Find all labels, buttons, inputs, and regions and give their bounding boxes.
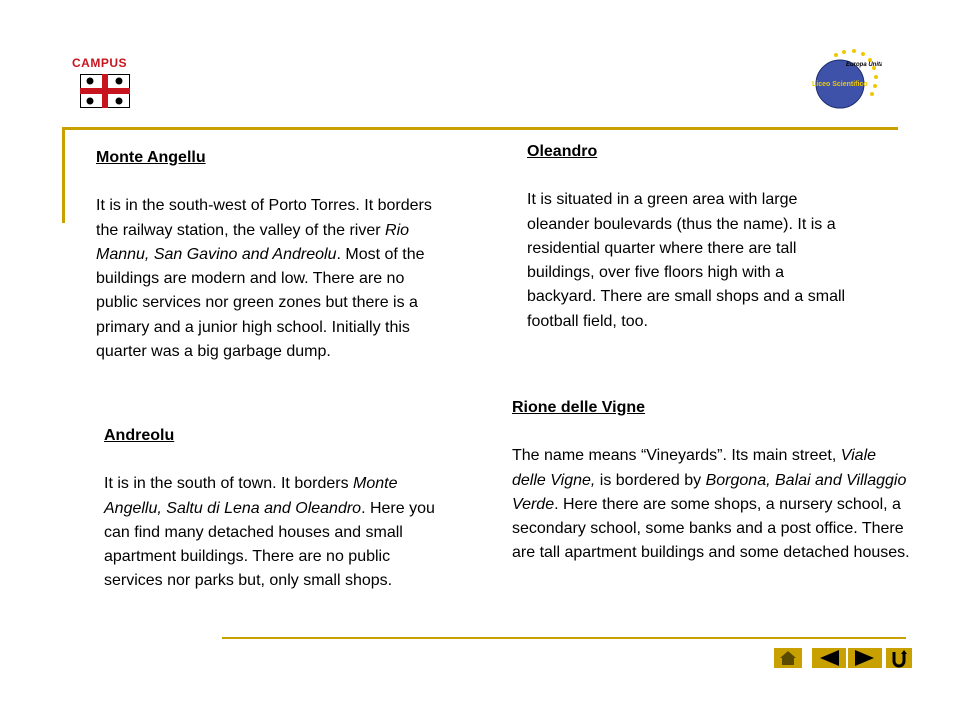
bottom-divider: [222, 637, 906, 639]
previous-button[interactable]: [812, 648, 846, 668]
section-title: Rione delle Vigne: [512, 399, 646, 416]
body-text: It is in the south-west of Porto Torres. It borders the railway station, the valley of the river: [96, 197, 432, 239]
body-text-end: . Here you can find many detached houses and small apartment buildings. There are no public services nor parks but, only small shops.: [104, 499, 435, 590]
body-italic-text: Monte Angellu, Saltu di Lena and Oleandro: [104, 475, 398, 517]
body-italic-text: Rio Mannu, San Gavino and Andreolu: [96, 221, 410, 263]
section-body: [104, 472, 452, 593]
section-andreolu: [104, 424, 452, 594]
liceo-top-text: Europa Unita: [846, 62, 882, 68]
return-button[interactable]: [886, 648, 912, 668]
section-oleandro: [527, 140, 847, 334]
body-text-end: . Here there are some shops, a nursery school, a secondary school, some banks and a post office. There are tall apartment buildings and some detached houses.: [512, 495, 910, 562]
body-text-end: . Most of the buildings are modern and low. There are no public services nor green zones but there is a primary and a junior high school. Initially this quarter was a big garbage dump.: [96, 245, 425, 361]
section-body: It is situated in a green area with large oleander boulevards (thus the name). It is a residential quarter where there are tall buildings, over five floors high with a backyard. There are small shops and a small football field, too.: [527, 191, 846, 330]
section-monte-angellu: [96, 146, 448, 364]
body-text: It is in the south of town. It borders: [104, 475, 354, 493]
section-rione-delle-vigne: [512, 396, 912, 566]
liceo-main-text: Liceo Scientifico: [812, 81, 868, 88]
sardinia-flag-icon: [80, 74, 130, 108]
return-arrow-icon: [886, 648, 912, 668]
section-title: Monte Angellu: [96, 149, 206, 166]
section-body: [512, 444, 912, 565]
body-italic-text-2: Borgona, Balai and Villaggio Verde: [512, 471, 907, 513]
liceo-globe-icon: [806, 46, 882, 112]
next-button[interactable]: [848, 648, 882, 668]
body-text: The name means “Vineyards”. Its main street,: [512, 447, 841, 465]
section-body: [96, 194, 448, 364]
campus-logo: [72, 56, 136, 112]
triangle-left-icon: [812, 648, 846, 668]
campus-logo-text: CAMPUS: [72, 56, 128, 70]
top-divider: [62, 127, 898, 130]
home-button[interactable]: [774, 648, 802, 668]
section-title: Oleandro: [527, 143, 598, 160]
home-icon: [774, 648, 802, 668]
liceo-logo: [806, 46, 882, 112]
body-text-mid: is bordered by: [595, 471, 706, 489]
left-divider: [62, 127, 65, 223]
triangle-right-icon: [848, 648, 882, 668]
body-italic-text: Viale delle Vigne,: [512, 447, 877, 489]
section-title: Andreolu: [104, 427, 175, 444]
